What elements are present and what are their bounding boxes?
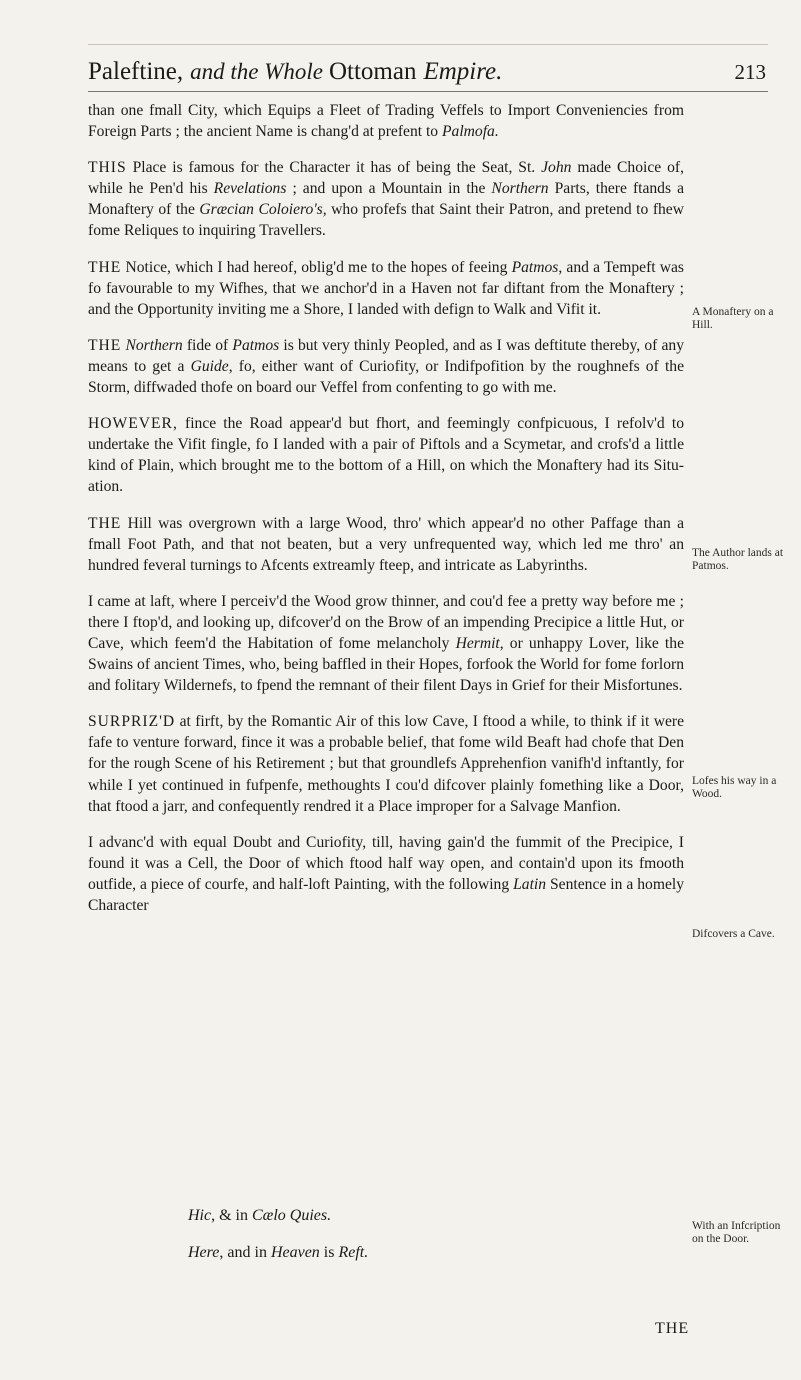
paragraph	[88, 335, 684, 398]
verse-latin-a: Hic	[188, 1207, 212, 1224]
text-run: who profefs that Saint their Patron, and pretend to fhew fome Reliques to inquiring Travellers.	[88, 201, 684, 240]
paragraph	[88, 157, 684, 241]
header-rule	[88, 91, 768, 92]
header-part-3: Ottoman	[328, 58, 417, 85]
italic-text: Græcian Coloiero's,	[199, 201, 327, 219]
italic-text: Guide	[190, 357, 229, 375]
paragraph-lead: THE	[88, 258, 122, 276]
text-run: is but very thinly Peopled, and as I was deftitute thereby, of any means to get a	[88, 336, 684, 375]
latin-inscription	[188, 1205, 331, 1227]
verse-english-c: Heaven	[270, 1244, 320, 1261]
paragraph	[88, 413, 684, 497]
italic-text: Northern	[125, 336, 183, 354]
paragraph	[88, 711, 684, 816]
body-text	[88, 100, 684, 931]
text-run: fide of	[182, 336, 233, 354]
verse-latin-b: , & in	[211, 1207, 248, 1224]
paragraph-lead: SURPRIZ'D	[88, 713, 176, 731]
italic-text: Revelations	[213, 180, 287, 198]
margin-note: Difcovers a Cave.	[692, 928, 775, 940]
verse-english-d: is	[323, 1244, 335, 1261]
text-run: I came at laft, where I perceiv'd the Wood grow thinner, and cou'd fee a pretty way before me ; there I ftop'd, and looking up, difcover'd on the Brow of an impending Precipice a little Hut, or Cave, which feem'd the Habitation of fome melancholy	[88, 592, 684, 652]
margin-note: A Monaftery on a Hill.	[692, 306, 774, 331]
paragraph-lead: THE	[88, 336, 122, 354]
english-translation	[188, 1242, 368, 1264]
catchword: THE	[655, 1320, 690, 1337]
text-run: Notice, which I had hereof, oblig'd me to the hopes of feeing	[121, 258, 512, 276]
text-run: than one fmall City, which Equips a Fleet of Trading Veffels to Import Conveniencies from Foreign Parts ; the ancient Name is chang'd at prefent to	[88, 102, 684, 141]
verse-latin-c: Cælo Quies.	[252, 1207, 332, 1224]
header-part-4: Empire.	[423, 58, 503, 85]
paragraph	[88, 591, 684, 696]
header-part-2: and the Whole	[190, 59, 323, 84]
text-run: Parts, there ftands a Monaftery of the	[88, 180, 684, 219]
margin-note: The Author lands at Patmos.	[692, 547, 784, 572]
top-edge-rule	[88, 44, 768, 45]
header-part-1: Paleftine,	[88, 58, 184, 85]
text-run: at firft, by the Romantic Air of this low Cave, I ftood a while, to think if it were fafe to venture forward, fince it was a probable belief, that fome wild Beaft had chofe that Den for the rough Scene of his Retirement ; but that groundlefs Apprehenfion vanifh'd inftantly, for while I yet continued in fufpenfe, methoughts I cou'd difcover plainly fomething like a Door, that ftood a jarr, and confequently rendred it a Place improper for a Salvage Manfion.	[88, 713, 684, 815]
paragraph	[88, 257, 684, 320]
paragraph-lead: THIS	[88, 159, 127, 177]
text-run: Place is famous for the Character it has of being the Seat, St.	[126, 159, 542, 177]
verse-english-e: Reft.	[338, 1244, 369, 1261]
text-run: , fo, either want of Curiofity, or Indifpofition by the roughnefs of the Storm, diffwaded thofe on board our Veffel from confenting to go with me.	[88, 357, 684, 397]
italic-text: Hermit	[455, 634, 500, 652]
margin-note: Lofes his way in a Wood.	[692, 775, 777, 800]
paragraph	[88, 832, 684, 916]
text-run: fince the Road appear'd but fhort, and feemingly confpicuous, I refolv'd to undertake the Vifit fingle, fo I landed with a pair of Piftols and a Scymetar, and crofs'd a little kind of Plain, which brought me to the bottom of a Hill, on which the Monaftery had its Situation.	[88, 415, 684, 496]
italic-text: Palmofa.	[442, 123, 499, 141]
text-run: made Choice of, while he Pen'd his	[88, 159, 684, 198]
paragraph-lead: HOWEVER,	[88, 415, 178, 433]
verse-english-b: , and in	[219, 1244, 267, 1261]
page-number: 213	[734, 60, 766, 84]
paragraph	[88, 100, 684, 142]
text-run: Hill was overgrown with a large Wood, thro' which appear'd no other Paffage than a fmall Foot Path, and that not beaten, but a very unfrequented way, which led me thro' an hundred feveral turnings to Afcents extreamly fteep, and intricate as Labyrinths.	[88, 514, 684, 574]
running-header	[88, 58, 768, 86]
text-run: , or unhappy Lover, like the Swains of ancient Times, who, being baffled in their Hopes, forfook the World for fome forlorn and folitary Wildernefs, to fpend the remnant of their filent Days in Grief for their Misfortunes.	[88, 634, 684, 695]
italic-text: Northern	[491, 180, 549, 198]
paragraph	[88, 513, 684, 576]
text-run: I advanc'd with equal Doubt and Curiofity, till, having gain'd the fummit of the Precipice, I found it was a Cell, the Door of which ftood half way open, and contain'd upon its fmooth outfide, a piece of courfe, and half-loft Painting, with the following	[88, 833, 684, 893]
italic-text: John	[541, 159, 572, 177]
italic-text: Patmos	[511, 258, 559, 276]
italic-text: Patmos	[232, 336, 280, 354]
text-run: Sentence in a homely Character	[88, 875, 685, 914]
text-run: ; and upon a Mountain in the	[286, 180, 492, 198]
paragraph-lead: THE	[88, 514, 122, 532]
margin-note: With an Infcription on the Door.	[692, 1220, 781, 1245]
verse-english-a: Here	[188, 1244, 220, 1261]
italic-text: Latin	[513, 875, 547, 893]
text-run: , and a Tempeft was fo favourable to my Wifhes, that we anchor'd in a Haven not far diftant from the Monaftery ; and the Opportunity inviting me a Shore, I landed with defign to Walk and Vifit it.	[88, 258, 684, 318]
